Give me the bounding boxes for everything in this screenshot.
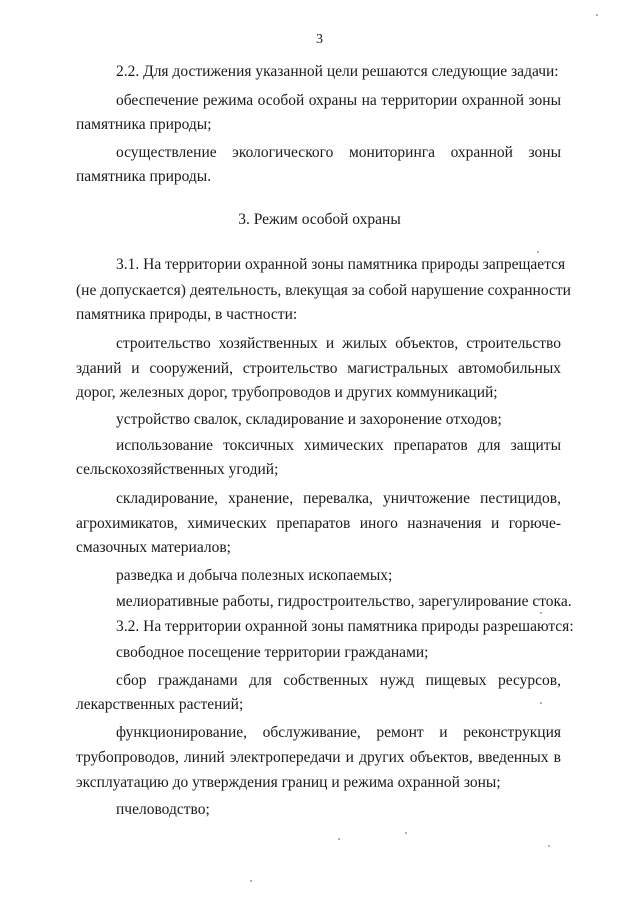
prohibition-2-line: устройство свалок, складирование и захоронение отходов; [116,411,502,428]
prohibition-6-line: мелиоративные работы, гидростроительство, зарегулирование стока. [116,593,572,610]
prohibition-1-line: зданий и сооружений, строительство магистральных автомобильных [76,360,561,377]
page-number: 3 [316,32,323,47]
task-1-line: памятника природы; [76,116,212,133]
permission-4-line: пчеловодство; [116,801,210,818]
task-2-line: памятника природы. [76,168,212,185]
scan-speck [338,838,340,840]
paragraph-3-1-line: (не допускается) деятельность, влекущая за собой нарушение сохранности [76,282,571,299]
paragraph-2-2-line: 2.2. Для достижения указанной цели решаются следующие задачи: [116,63,559,80]
scan-speck [405,832,407,834]
scan-speck [548,845,550,847]
prohibition-4-line: складирование, хранение, перевалка, уничтожение пестицидов, [116,490,561,507]
scan-speck [540,702,542,704]
prohibition-4-line: смазочных материалов; [76,539,231,556]
permission-3-line: трубопроводов, линий электропередачи и других объектов, введенных в [76,749,561,766]
scan-speck [596,14,598,16]
prohibition-4-line: агрохимикатов, химических препаратов иного назначения и горюче- [76,515,561,532]
paragraph-3-1-line: 3.1. На территории охранной зоны памятника природы запрещается [116,256,566,273]
paragraph-3-1-line: памятника природы, в частности: [76,306,298,323]
permission-3-line: эксплуатацию до утверждения границ и режима охранной зоны; [76,774,501,791]
permission-3-line: функционирование, обслуживание, ремонт и реконструкция [116,724,561,741]
prohibition-1-line: строительство хозяйственных и жилых объектов, строительство [116,335,561,352]
task-1-line: обеспечение режима особой охраны на территории охранной зоны [116,92,561,109]
prohibition-3-line: сельскохозяйственных угодий; [76,461,279,478]
permission-1-line: свободное посещение территории гражданами; [116,644,429,661]
scan-speck [540,612,542,614]
task-2-line: осуществление экологического мониторинга охранной зоны [116,144,561,161]
paragraph-3-2-line: 3.2. На территории охранной зоны памятника природы разрешаются: [116,618,574,635]
scan-speck [250,880,252,882]
section-3-heading: 3. Режим особой охраны [238,211,401,228]
scan-speck [537,251,539,253]
prohibition-1-line: дорог, железных дорог, трубопроводов и других коммуникаций; [76,384,498,401]
permission-2-line: лекарственных растений; [76,696,244,713]
prohibition-5-line: разведка и добыча полезных ископаемых; [116,567,393,584]
permission-2-line: сбор гражданами для собственных нужд пищевых ресурсов, [116,672,561,689]
prohibition-3-line: использование токсичных химических препаратов для защиты [116,437,561,454]
